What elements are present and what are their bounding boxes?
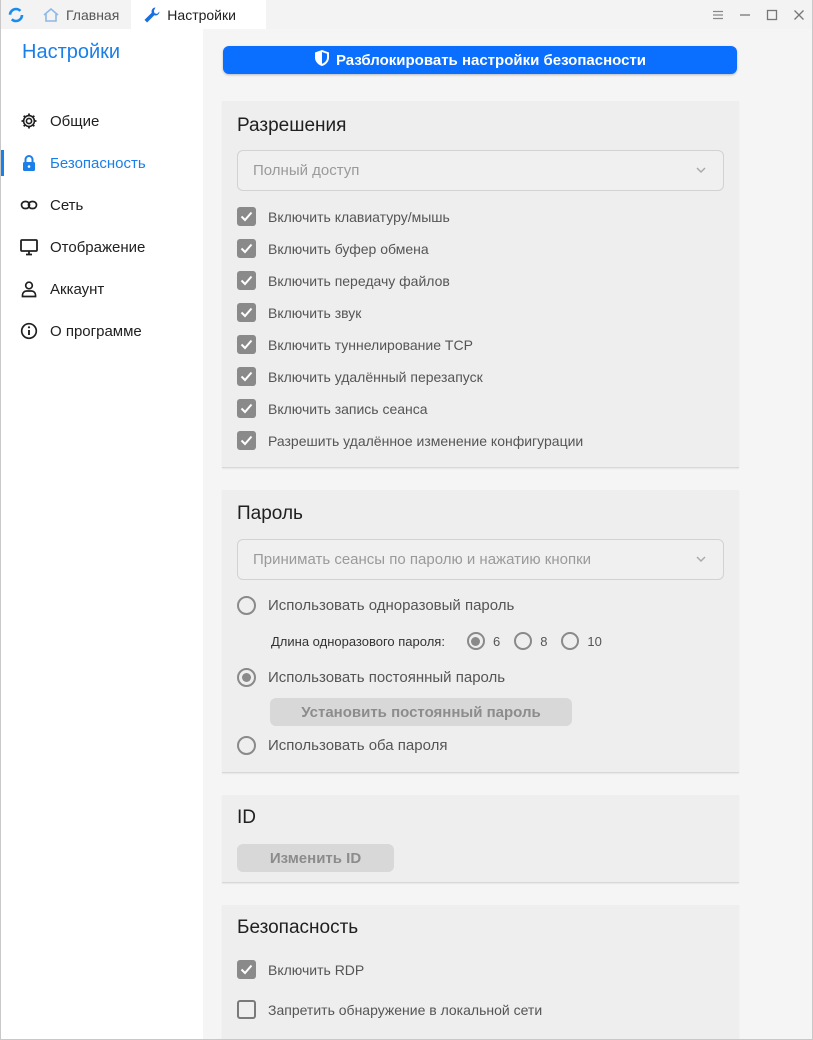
wrench-icon xyxy=(143,6,161,24)
sidebar-item-label: Сеть xyxy=(50,196,84,214)
sidebar-title: Настройки xyxy=(22,41,121,63)
lock-icon xyxy=(20,154,38,172)
unlock-security-button[interactable] xyxy=(223,46,737,74)
radio-one-time-password[interactable] xyxy=(237,596,514,615)
one-time-length-row xyxy=(271,632,616,650)
home-icon xyxy=(42,6,60,24)
checkbox-label: Включить RDP xyxy=(268,961,365,978)
permission-audio[interactable] xyxy=(237,303,361,322)
checkbox-label: Включить туннелирование TCP xyxy=(268,336,473,353)
checkbox-label: Включить буфер обмена xyxy=(268,240,429,257)
permission-keyboard-mouse[interactable] xyxy=(237,207,450,226)
checkbox-unchecked-icon[interactable] xyxy=(237,1000,256,1019)
change-id-button[interactable]: Изменить ID xyxy=(237,844,394,872)
permissions-select-value: Полный доступ xyxy=(253,162,360,179)
sidebar-item-label: Общие xyxy=(50,112,100,130)
sidebar-item-label: Аккаунт xyxy=(50,280,105,298)
password-mode-select[interactable] xyxy=(237,539,724,580)
sidebar-item-label: О программе xyxy=(50,322,142,340)
password-card xyxy=(222,490,739,773)
gear-icon xyxy=(20,112,38,130)
security-enable-rdp[interactable] xyxy=(237,960,364,979)
checkbox-checked-icon[interactable] xyxy=(237,303,256,322)
security-title: Безопасность xyxy=(237,917,359,938)
permission-tcp-tunneling[interactable] xyxy=(237,335,473,354)
length-value: 10 xyxy=(587,633,602,649)
permission-clipboard[interactable] xyxy=(237,239,429,258)
set-permanent-password-button[interactable]: Установить постоянный пароль xyxy=(270,698,572,726)
minimize-button[interactable] xyxy=(731,0,758,29)
sidebar-item-account[interactable] xyxy=(1,268,203,310)
link-icon xyxy=(20,196,38,214)
menu-icon[interactable] xyxy=(704,0,731,29)
tab-settings-label: Настройки xyxy=(167,6,236,23)
checkbox-checked-icon[interactable] xyxy=(237,367,256,386)
permissions-select[interactable] xyxy=(237,150,724,191)
radio-unchecked-icon[interactable] xyxy=(514,632,532,650)
chevron-down-icon xyxy=(695,163,707,180)
permission-session-recording[interactable] xyxy=(237,399,428,418)
maximize-button[interactable] xyxy=(758,0,785,29)
radio-label: Использовать оба пароля xyxy=(268,737,448,754)
checkbox-label: Разрешить удалённое изменение конфигурации xyxy=(268,432,584,449)
sidebar-item-label: Отображение xyxy=(50,238,146,256)
permission-remote-restart[interactable] xyxy=(237,367,483,386)
length-option-8[interactable] xyxy=(514,632,547,650)
sidebar-item-security[interactable] xyxy=(1,142,203,184)
password-title: Пароль xyxy=(237,503,303,524)
checkbox-label: Запретить обнаружение в локальной сети xyxy=(268,1001,543,1018)
checkbox-label: Включить передачу файлов xyxy=(268,272,450,289)
tab-home[interactable] xyxy=(30,0,131,29)
permission-file-transfer[interactable] xyxy=(237,271,450,290)
checkbox-label: Включить запись сеанса xyxy=(268,400,428,417)
monitor-icon xyxy=(20,238,38,256)
radio-unchecked-icon[interactable] xyxy=(237,596,256,615)
unlock-security-label: Разблокировать настройки безопасности xyxy=(335,51,647,69)
shield-icon xyxy=(314,49,330,71)
length-value: 6 xyxy=(492,633,501,649)
close-button[interactable] xyxy=(785,0,812,29)
checkbox-label: Включить удалённый перезапуск xyxy=(268,368,483,385)
security-deny-lan-discovery[interactable] xyxy=(237,1000,542,1019)
sidebar-item-general[interactable] xyxy=(1,100,203,142)
sidebar xyxy=(1,29,203,1040)
checkbox-checked-icon[interactable] xyxy=(237,207,256,226)
user-icon xyxy=(20,280,38,298)
id-card xyxy=(222,795,739,883)
one-time-length-label: Длина одноразового пароля: xyxy=(271,633,445,649)
settings-content xyxy=(203,29,812,1040)
checkbox-checked-icon[interactable] xyxy=(237,960,256,979)
radio-unchecked-icon[interactable] xyxy=(561,632,579,650)
info-icon xyxy=(20,322,38,340)
checkbox-label: Включить клавиатуру/мышь xyxy=(268,208,450,225)
tab-home-label: Главная xyxy=(66,6,120,23)
sidebar-item-label: Безопасность xyxy=(50,154,146,172)
radio-permanent-password[interactable] xyxy=(237,668,505,687)
sidebar-item-about[interactable] xyxy=(1,310,203,352)
radio-label: Использовать постоянный пароль xyxy=(268,669,506,686)
checkbox-label: Включить звук xyxy=(268,304,362,321)
length-value: 8 xyxy=(540,633,548,649)
radio-checked-icon[interactable] xyxy=(237,668,256,687)
chevron-down-icon xyxy=(695,552,707,569)
permissions-title: Разрешения xyxy=(237,115,347,136)
security-card xyxy=(222,905,739,1040)
radio-both-passwords[interactable] xyxy=(237,736,448,755)
radio-checked-icon[interactable] xyxy=(467,632,485,650)
sidebar-nav xyxy=(1,100,203,352)
checkbox-checked-icon[interactable] xyxy=(237,239,256,258)
password-select-value: Принимать сеансы по паролю и нажатию кнопки xyxy=(253,551,592,568)
length-option-6[interactable] xyxy=(467,632,500,650)
sidebar-item-network[interactable] xyxy=(1,184,203,226)
id-title: ID xyxy=(237,807,256,828)
checkbox-checked-icon[interactable] xyxy=(237,399,256,418)
length-option-10[interactable] xyxy=(561,632,601,650)
checkbox-checked-icon[interactable] xyxy=(237,335,256,354)
app-logo-icon xyxy=(1,0,30,29)
tab-settings[interactable] xyxy=(131,0,266,29)
permission-remote-config[interactable] xyxy=(237,431,583,450)
radio-unchecked-icon[interactable] xyxy=(237,736,256,755)
title-bar xyxy=(1,0,812,29)
checkbox-checked-icon[interactable] xyxy=(237,271,256,290)
checkbox-checked-icon[interactable] xyxy=(237,431,256,450)
permissions-card xyxy=(222,101,739,468)
radio-label: Использовать одноразовый пароль xyxy=(268,597,515,614)
sidebar-item-display[interactable] xyxy=(1,226,203,268)
